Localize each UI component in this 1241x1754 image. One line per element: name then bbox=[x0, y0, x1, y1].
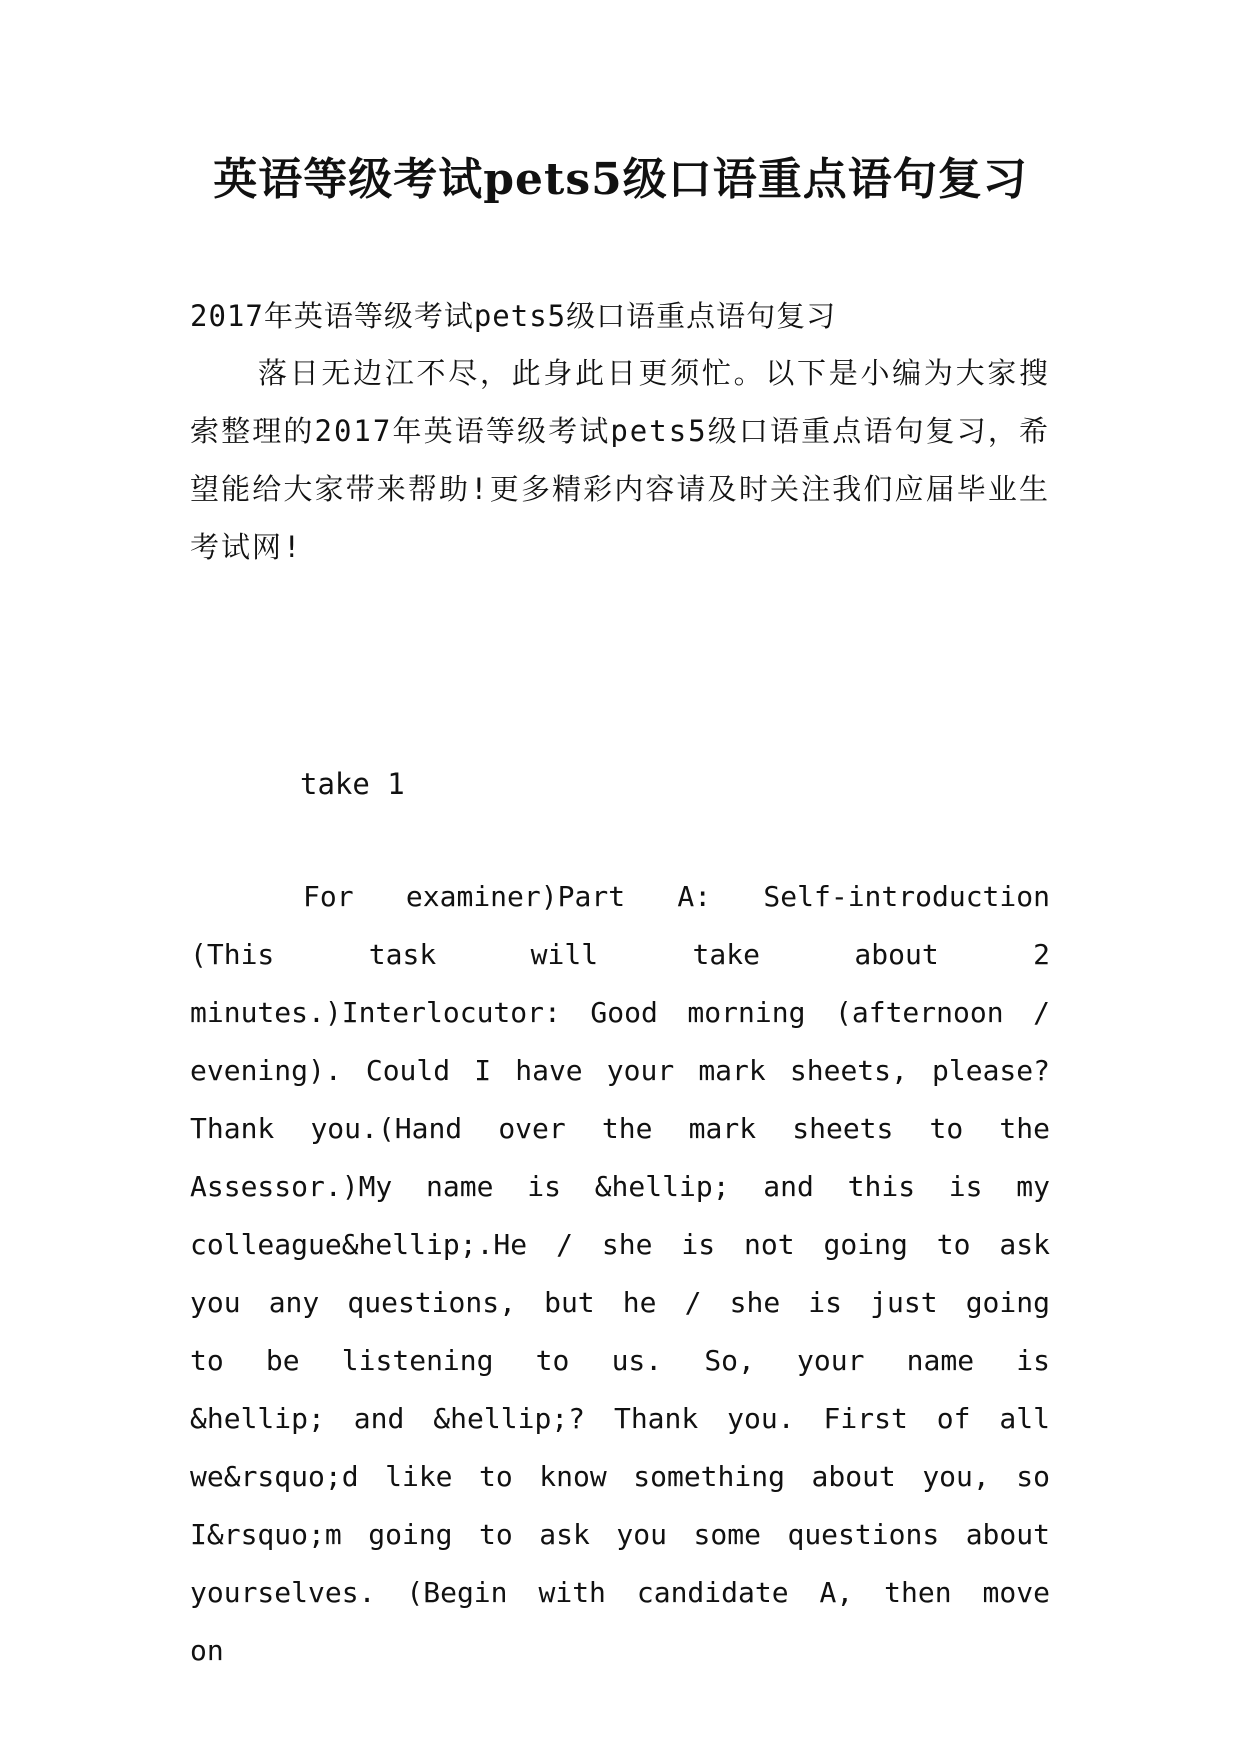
section-body-paragraph: For examiner)Part A: Self-introduction (This task will take about 2 minutes.)Interlocutor: Good morning (afternoon / evening). Could I have your mark sheets, please? Thank you.(Hand over the mark sheets to the Assessor.)My name is &hellip; and this is my colleague&hellip;.He / she is not going to ask you any questions, but he / she is just going to be listening to us. So, your name is &hellip; and &hellip;? Thank you. First of all we&rsquo;d like to know something about you, so I&rsquo;m going to ask you some questions about yourselves. (Begin with candidate A, then move on bbox=[190, 880, 1050, 1667]
document-subtitle: 2017年英语等级考试pets5级口语重点语句复习 bbox=[190, 299, 837, 333]
intro-paragraph: 落日无边江不尽，此身此日更须忙。以下是小编为大家搜索整理的2017年英语等级考试pets5级口语重点语句复习，希望能给大家带来帮助!更多精彩内容请及时关注我们应届毕业生考试网! bbox=[190, 356, 1050, 564]
section-heading: take 1 bbox=[300, 767, 405, 801]
document-title: 英语等级考试pets5级口语重点语句复习 bbox=[213, 154, 1028, 205]
